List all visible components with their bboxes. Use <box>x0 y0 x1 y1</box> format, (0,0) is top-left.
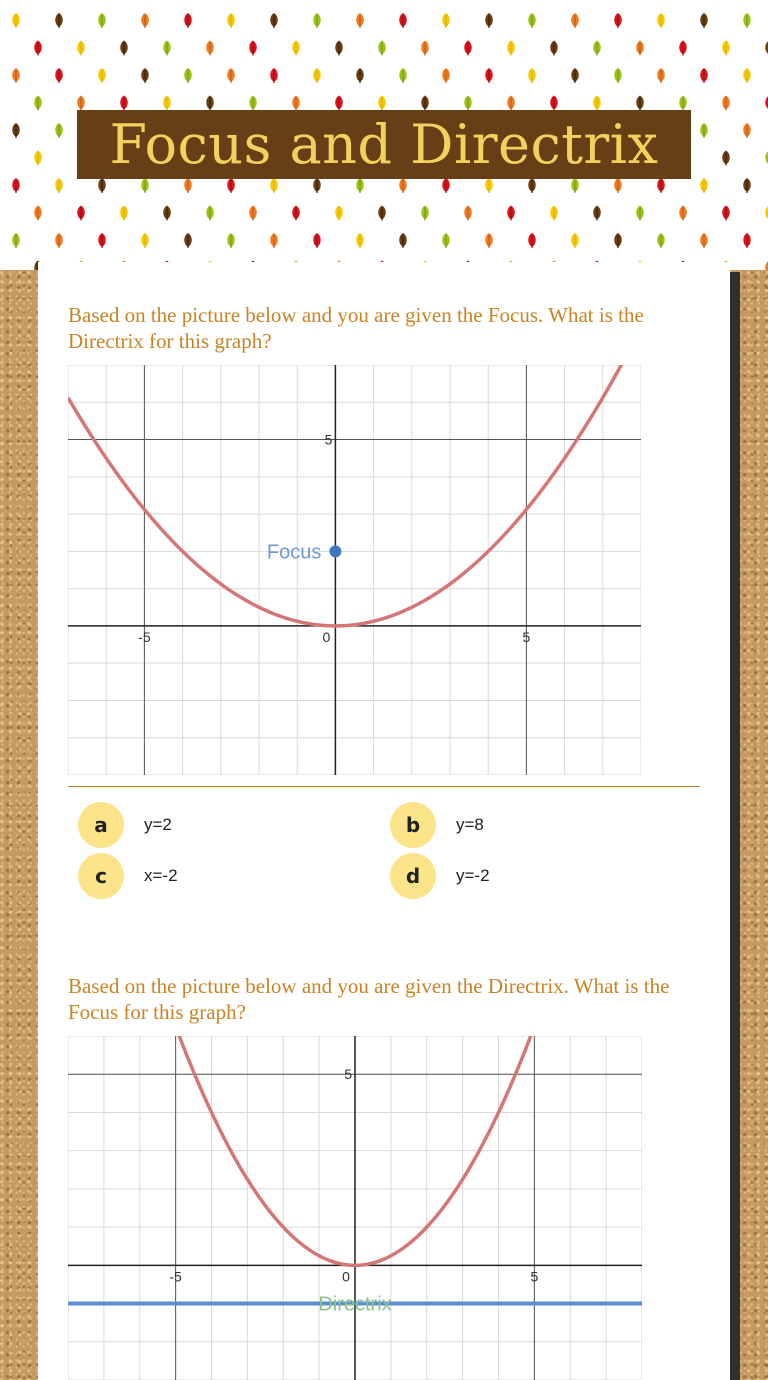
leaf-icon <box>55 123 63 138</box>
answer-text-d: y=-2 <box>456 866 490 885</box>
leaf-icon <box>679 206 687 221</box>
answer-option-c[interactable] <box>78 853 178 899</box>
leaf-icon <box>614 13 622 28</box>
leaf-icon <box>206 206 214 221</box>
answer-letter-b: b <box>390 802 436 848</box>
leaf-icon <box>679 96 687 111</box>
leaf-icon <box>743 123 751 138</box>
leaf-icon <box>55 68 63 83</box>
leaf-icon <box>12 13 20 28</box>
answer-letter-c: c <box>78 853 124 899</box>
leaf-icon <box>421 206 429 221</box>
answer-option-d[interactable] <box>390 853 490 899</box>
leaf-icon <box>657 233 665 248</box>
leaf-icon <box>206 96 214 111</box>
leaf-icon <box>163 41 171 56</box>
leaf-icon <box>507 206 515 221</box>
leaf-icon <box>77 41 85 56</box>
leaf-icon <box>614 68 622 83</box>
leaf-icon <box>227 13 235 28</box>
leaf-icon <box>722 96 730 111</box>
leaf-icon <box>700 233 708 248</box>
leaf-icon <box>163 206 171 221</box>
leaf-icon <box>249 206 257 221</box>
leaf-icon <box>550 41 558 56</box>
leaf-icon <box>464 96 472 111</box>
leaf-icon <box>614 233 622 248</box>
leaf-icon <box>227 178 235 193</box>
leaf-icon <box>743 68 751 83</box>
leaf-icon <box>421 96 429 111</box>
leaf-icon <box>98 13 106 28</box>
leaf-icon <box>722 206 730 221</box>
question-1-prompt: Based on the picture below and you are given the Focus. What is the Directrix for this graph? <box>68 303 644 353</box>
leaf-icon <box>378 96 386 111</box>
leaf-icon <box>77 96 85 111</box>
leaf-icon <box>335 96 343 111</box>
leaf-icon <box>12 178 20 193</box>
leaf-icon <box>700 13 708 28</box>
leaf-icon <box>528 68 536 83</box>
leaf-icon <box>292 96 300 111</box>
leaf-icon <box>399 13 407 28</box>
leaf-icon <box>700 68 708 83</box>
leaf-icon <box>743 178 751 193</box>
leaf-icon <box>163 96 171 111</box>
leaf-icon <box>335 206 343 221</box>
leaf-icon <box>485 68 493 83</box>
leaf-icon <box>141 13 149 28</box>
leaf-icon <box>34 96 42 111</box>
leaf-icon <box>571 178 579 193</box>
leaf-icon <box>399 68 407 83</box>
leaf-icon <box>227 233 235 248</box>
answer-option-b[interactable] <box>390 802 484 848</box>
leaf-icon <box>55 178 63 193</box>
tick-label-y-5: 5 <box>324 431 333 448</box>
answer-text-b: y=8 <box>456 815 484 834</box>
leaf-icon <box>12 233 20 248</box>
leaf-icon <box>442 233 450 248</box>
leaf-icon <box>270 13 278 28</box>
leaf-icon <box>378 41 386 56</box>
leaf-icon <box>292 41 300 56</box>
leaf-icon <box>313 178 321 193</box>
leaf-icon <box>141 68 149 83</box>
leaf-icon <box>722 41 730 56</box>
leaf-icon <box>356 233 364 248</box>
directrix-label: Directrix <box>318 1293 392 1316</box>
leaf-icon <box>98 178 106 193</box>
leaf-icon <box>507 41 515 56</box>
leaf-icon <box>249 41 257 56</box>
leaf-icon <box>657 68 665 83</box>
leaf-icon <box>614 178 622 193</box>
answer-letter-a: a <box>78 802 124 848</box>
leaf-icon <box>442 13 450 28</box>
focus-label: Focus <box>266 541 322 564</box>
leaf-icon <box>593 96 601 111</box>
leaf-icon <box>550 96 558 111</box>
leaf-icon <box>141 233 149 248</box>
leaf-icon <box>313 68 321 83</box>
leaf-icon <box>636 206 644 221</box>
leaf-icon <box>184 233 192 248</box>
question-1-graph <box>68 365 641 775</box>
divider-line <box>68 786 700 787</box>
leaf-icon <box>528 13 536 28</box>
leaf-icon <box>421 41 429 56</box>
leaf-icon <box>636 41 644 56</box>
leaf-icon <box>34 41 42 56</box>
leaf-icon <box>141 178 149 193</box>
leaf-icon <box>593 206 601 221</box>
leaf-icon <box>700 178 708 193</box>
leaf-icon <box>98 233 106 248</box>
leaf-icon <box>120 41 128 56</box>
tick-label-origin: 0 <box>322 628 331 645</box>
answer-text-a: y=2 <box>144 815 172 834</box>
leaf-icon <box>378 206 386 221</box>
leaf-icon <box>356 13 364 28</box>
leaf-icon <box>657 13 665 28</box>
leaf-icon <box>550 206 558 221</box>
parabola-curve <box>68 365 641 626</box>
leaf-icon <box>12 123 20 138</box>
leaf-icon <box>227 68 235 83</box>
leaf-icon <box>184 178 192 193</box>
tick-label-y-5: 5 <box>344 1066 352 1083</box>
leaf-icon <box>442 178 450 193</box>
leaf-icon <box>743 13 751 28</box>
leaf-icon <box>55 233 63 248</box>
question-2-prompt: Based on the picture below and you are given the Directrix. What is the Focus for this graph? <box>68 974 670 1024</box>
leaf-icon <box>442 68 450 83</box>
leaf-icon <box>335 41 343 56</box>
leaf-icon <box>184 68 192 83</box>
leaf-icon <box>571 13 579 28</box>
leaf-icon <box>356 178 364 193</box>
leaf-icon <box>120 96 128 111</box>
leaf-icon <box>485 233 493 248</box>
leaf-icon <box>55 13 63 28</box>
leaf-icon <box>34 206 42 221</box>
leaf-icon <box>399 233 407 248</box>
leaf-icon <box>485 13 493 28</box>
leaf-icon <box>571 233 579 248</box>
leaf-icon <box>77 206 85 221</box>
leaf-icon <box>636 96 644 111</box>
answer-text-c: x=-2 <box>144 866 178 885</box>
leaf-icon <box>593 41 601 56</box>
leaf-icon <box>528 178 536 193</box>
answer-option-a[interactable] <box>78 802 172 848</box>
leaf-icon <box>313 13 321 28</box>
tick-label-x-5: 5 <box>530 1268 539 1285</box>
leaf-icon <box>679 41 687 56</box>
scrollbar-strip <box>730 272 740 1380</box>
leaf-icon <box>184 13 192 28</box>
leaf-icon <box>743 233 751 248</box>
leaf-icon <box>485 178 493 193</box>
leaf-icon <box>356 68 364 83</box>
page-title: Focus and Directrix <box>109 113 659 176</box>
leaf-icon <box>120 206 128 221</box>
title-banner <box>77 110 691 179</box>
leaf-icon <box>507 96 515 111</box>
leaf-icon <box>12 68 20 83</box>
leaf-icon <box>464 206 472 221</box>
leaf-icon <box>722 151 730 166</box>
leaf-icon <box>206 41 214 56</box>
tick-label-origin: 0 <box>342 1268 350 1285</box>
tick-label-x-neg5: -5 <box>169 1268 182 1285</box>
leaf-icon <box>292 206 300 221</box>
leaf-icon <box>249 96 257 111</box>
leaf-icon <box>270 233 278 248</box>
question-2-graph <box>68 1036 642 1380</box>
leaf-icon <box>34 151 42 166</box>
leaf-icon <box>700 123 708 138</box>
focus-point <box>329 545 341 557</box>
leaf-icon <box>464 41 472 56</box>
leaf-icon <box>528 233 536 248</box>
leaf-icon <box>98 68 106 83</box>
answer-letter-d: d <box>390 853 436 899</box>
leaf-icon <box>270 68 278 83</box>
tick-label-x-5: 5 <box>522 628 531 645</box>
leaf-icon <box>571 68 579 83</box>
leaf-icon <box>399 178 407 193</box>
tick-label-x-neg5: -5 <box>138 628 151 645</box>
leaf-icon <box>657 178 665 193</box>
leaf-icon <box>313 233 321 248</box>
leaf-icon <box>270 178 278 193</box>
